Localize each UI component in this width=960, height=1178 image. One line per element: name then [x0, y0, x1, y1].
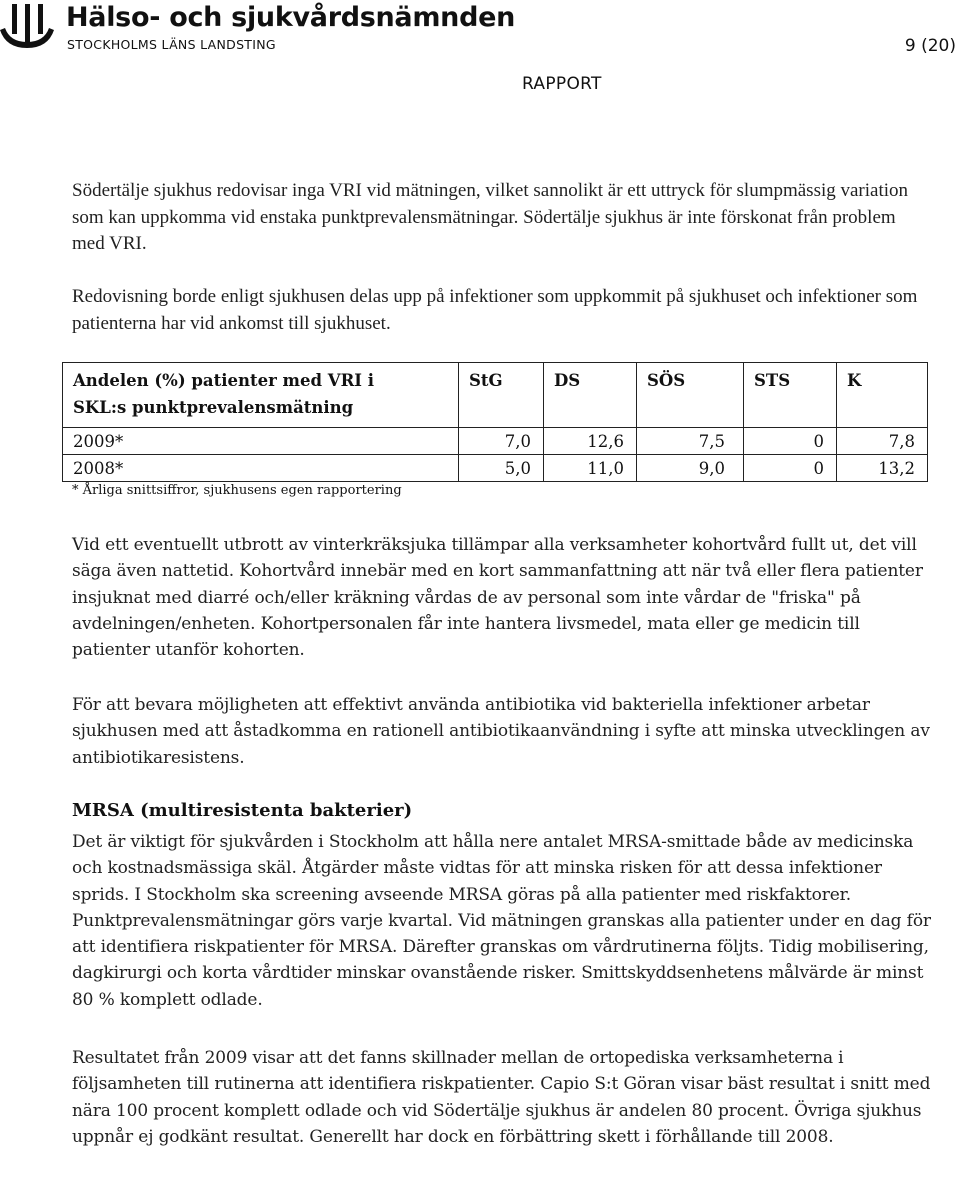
- table-header-label: [63, 363, 459, 428]
- org-name: Hälso- och sjukvårdsnämnden: [66, 2, 516, 33]
- table-cell: 0: [744, 455, 837, 482]
- table-cell: 5,0: [459, 455, 544, 482]
- table-cell: 7,0: [459, 428, 544, 455]
- paragraph-redovisning: Redovisning borde enligt sjukhusen delas upp på infektioner som uppkommit på sjukhuset och infektioner som patienterna har vid ankomst till sjukhuset.: [72, 286, 918, 334]
- paragraph-mrsa: Det är viktigt för sjukvården i Stockholm att hålla nere antalet MRSA-smittade både av medicinska och kostnadsmässiga skäl. Åtgärder måste vidtas för att minska risken för att dessa infektioner sprids. I Stockholm ska screening avseende MRSA göras på alla patienter med riskfaktorer. Punktprevalensmätningar görs varje kvartal. Vid mätningen granskas alla patienter under en dag för att identifiera riskpatienter för MRSA. Därefter granskas om vårdrutinerna följts. Tidig mobilisering, dagkirurgi och korta vårdtider minskar ovanstående risker. Smittskyddsenhetens målvärde är minst 80 % komplett odlade.: [72, 832, 931, 1010]
- paragraph-resultat: Resultatet från 2009 visar att det fanns skillnader mellan de ortopediska verksamheterna i följsamheten till rutinerna att identifiera riskpatienter. Capio S:t Göran visar bäst resultat i snitt med nära 100 procent komplett odlade och vid Södertälje sjukhus är andelen 80 procent. Övriga sjukhus uppnår ej godkänt resultat. Generellt har dock en förbättring skett i förhållande till 2008.: [72, 1048, 931, 1147]
- paragraph-kohortvard: Vid ett eventuellt utbrott av vinterkräksjuka tillämpar alla verksamheter kohortvård fullt ut, det vill säga även nattetid. Kohortvård innebär med en kort sammanfattning att när två eller flera patienter insjuknat med diarré och/eller kräkning vårdas de av personal som inte vårdar de "friska" på avdelningen/enheten. Kohortpersonalen får inte hantera livsmedel, mata eller ge medicin till patienter utanför kohorten.: [72, 535, 923, 661]
- column-header-k: K: [837, 363, 928, 428]
- table-header-label-line2: SKL:s punktprevalensmätning: [73, 398, 354, 417]
- paragraph-sodertalje: Södertälje sjukhus redovisar inga VRI vid mätningen, vilket sannolikt är ett uttryck för slumpmässig variation som kan uppkomma vid enstaka punktprevalensmätningar. Södertälje sjukhus är inte förskonat från problem med VRI.: [72, 180, 909, 255]
- column-header-sos: SÖS: [637, 363, 744, 428]
- table-cell: 12,6: [544, 428, 637, 455]
- table-cell: 13,2: [837, 455, 928, 482]
- row-label: 2009*: [63, 428, 459, 455]
- page-number: 9 (20): [904, 36, 956, 56]
- row-label: 2008*: [63, 455, 459, 482]
- table-cell: 7,5: [637, 428, 744, 455]
- org-subtitle: STOCKHOLMS LÄNS LANDSTING: [67, 37, 276, 52]
- table-row: [63, 455, 928, 482]
- table-cell: 0: [744, 428, 837, 455]
- sll-logo-icon: [0, 4, 56, 50]
- table-cell: 7,8: [837, 428, 928, 455]
- document-type: RAPPORT: [522, 74, 602, 94]
- table-footnote: * Årliga snittsiffror, sjukhusens egen rapportering: [72, 483, 402, 498]
- table-header-label-line1: Andelen (%) patienter med VRI i: [73, 371, 375, 390]
- column-header-ds: DS: [544, 363, 637, 428]
- table-cell: 11,0: [544, 455, 637, 482]
- table-header-row: [63, 363, 928, 428]
- table-cell: 9,0: [637, 455, 744, 482]
- column-header-sts: STS: [744, 363, 837, 428]
- column-header-stg: StG: [459, 363, 544, 428]
- paragraph-antibiotika: För att bevara möjligheten att effektivt använda antibiotika vid bakteriella infektioner arbetar sjukhusen med att åstadkomma en rationell antibiotikaanvändning i syfte att minska utvecklingen av antibiotikaresistens.: [72, 695, 930, 768]
- table-row: [63, 428, 928, 455]
- vri-table: [62, 362, 928, 482]
- section-heading-mrsa: MRSA (multiresistenta bakterier): [72, 800, 413, 821]
